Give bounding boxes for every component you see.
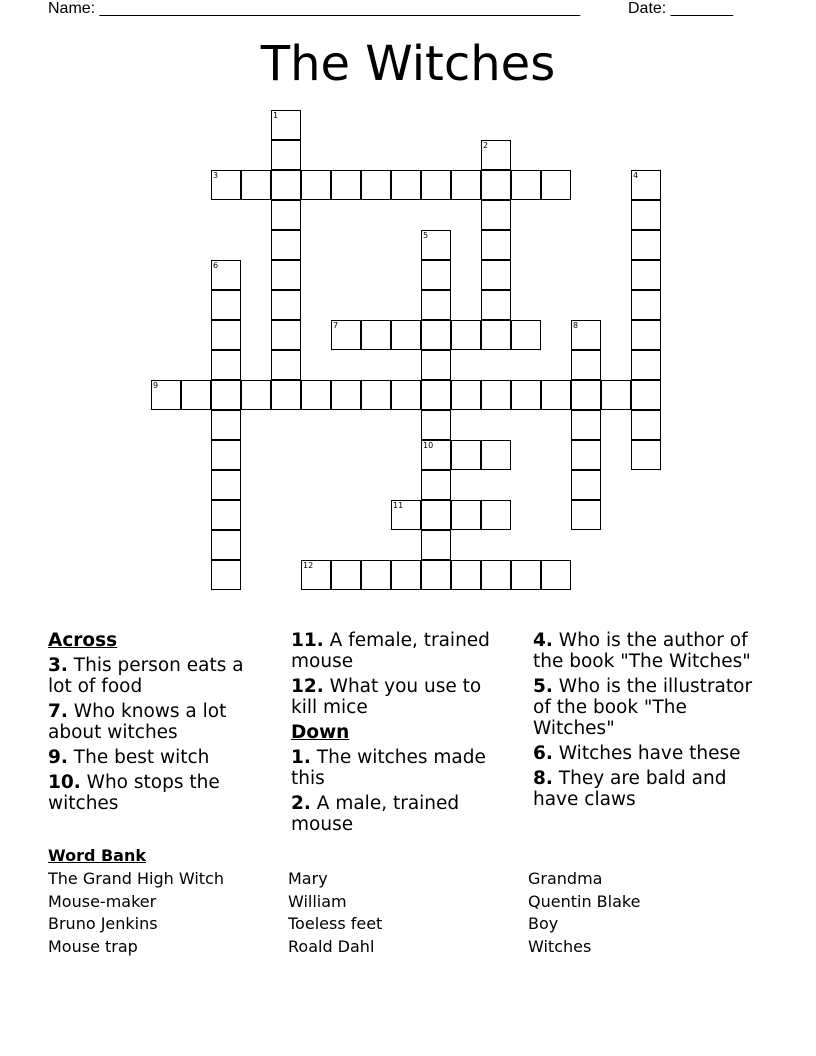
word-bank-word: Boy <box>528 914 559 933</box>
word-bank-word: Toeless feet <box>288 914 383 933</box>
clue-column-3 <box>533 630 753 814</box>
crossword-cell[interactable] <box>481 230 511 260</box>
word-bank-column-1 <box>48 868 224 958</box>
crossword-cell[interactable] <box>571 410 601 440</box>
crossword-cell[interactable] <box>211 560 241 590</box>
crossword-cell[interactable] <box>421 290 451 320</box>
crossword-cell[interactable] <box>571 470 601 500</box>
clue-num: 2. <box>291 793 311 814</box>
clue-item <box>291 676 511 718</box>
clue-num: 1. <box>291 747 311 768</box>
clue-column-2 <box>291 630 511 839</box>
crossword-cell[interactable] <box>511 170 541 200</box>
crossword-cell[interactable] <box>271 200 301 230</box>
date-line[interactable]: Date: _______ <box>628 0 733 17</box>
crossword-cell[interactable] <box>391 560 421 590</box>
clue-num: 3. <box>48 655 68 676</box>
page-title: The Witches <box>260 36 556 92</box>
clue-text: This person eats a lot of food <box>48 655 244 697</box>
clue-num: 10. <box>48 772 81 793</box>
clue-number-5: 5 <box>423 231 429 240</box>
crossword-cell[interactable] <box>361 560 391 590</box>
crossword-cell[interactable] <box>211 380 241 410</box>
crossword-cell[interactable] <box>271 290 301 320</box>
crossword-cell[interactable] <box>361 170 391 200</box>
crossword-cell[interactable] <box>421 410 451 440</box>
crossword-cell[interactable] <box>481 170 511 200</box>
crossword-cell[interactable] <box>211 440 241 470</box>
crossword-cell[interactable] <box>481 260 511 290</box>
clue-item <box>48 655 268 697</box>
crossword-cell[interactable] <box>421 350 451 380</box>
clue-num: 5. <box>533 676 553 697</box>
clue-number-9: 9 <box>153 381 159 390</box>
crossword-cell[interactable] <box>271 170 301 200</box>
crossword-cell[interactable] <box>271 350 301 380</box>
clue-number-6: 6 <box>213 261 219 270</box>
crossword-cell[interactable] <box>421 530 451 560</box>
word-bank-word: Roald Dahl <box>288 936 375 956</box>
clue-num: 8. <box>533 768 553 789</box>
clue-column-1 <box>48 630 268 818</box>
word-bank-column-3 <box>528 868 640 958</box>
crossword-cell[interactable] <box>211 410 241 440</box>
word-bank-title: Word Bank <box>48 846 147 865</box>
crossword-cell[interactable] <box>241 380 271 410</box>
crossword-cell[interactable] <box>211 320 241 350</box>
clue-item <box>291 630 511 672</box>
crossword-cell[interactable] <box>241 170 271 200</box>
clue-text: Who is the illustrator of the book "The Witches" <box>533 676 753 739</box>
clue-text: The best witch <box>67 747 210 768</box>
crossword-cell[interactable] <box>301 380 331 410</box>
clue-num: 11. <box>291 630 324 651</box>
word-bank-column-2 <box>288 868 382 958</box>
crossword-cell[interactable] <box>211 470 241 500</box>
crossword-cell[interactable] <box>361 380 391 410</box>
crossword-cell[interactable] <box>451 170 481 200</box>
crossword-cell[interactable] <box>601 380 631 410</box>
crossword-cell[interactable] <box>541 170 571 200</box>
crossword-cell[interactable] <box>271 260 301 290</box>
crossword-cell[interactable] <box>481 290 511 320</box>
clue-text: Who stops the witches <box>48 772 220 814</box>
clue-item <box>291 747 511 789</box>
clue-item <box>291 793 511 835</box>
clue-text: A female, trained mouse <box>291 630 490 672</box>
crossword-cell[interactable] <box>631 230 661 260</box>
clue-text: What you use to kill mice <box>291 676 482 718</box>
clue-num: 9. <box>48 747 68 768</box>
word-bank-word: Mary <box>288 869 328 888</box>
clue-number-3: 3 <box>213 171 219 180</box>
crossword-cell[interactable] <box>481 320 511 350</box>
clue-number-10: 10 <box>423 441 434 450</box>
clue-text: Who is the author of the book "The Witches" <box>533 630 751 672</box>
crossword-cell[interactable] <box>541 380 571 410</box>
crossword-cell[interactable] <box>421 380 451 410</box>
crossword-cell[interactable] <box>361 320 391 350</box>
word-bank-word: Quentin Blake <box>528 891 641 911</box>
clue-item <box>533 743 753 764</box>
crossword-cell[interactable] <box>211 290 241 320</box>
crossword-cell[interactable] <box>481 500 511 530</box>
crossword-cell[interactable] <box>631 290 661 320</box>
name-line[interactable]: Name: ______________________________________________________ <box>48 0 581 17</box>
clue-item <box>48 701 268 743</box>
clue-number-7: 7 <box>333 321 339 330</box>
crossword-cell[interactable] <box>271 380 301 410</box>
crossword-cell[interactable] <box>511 560 541 590</box>
clue-number-2: 2 <box>483 141 489 150</box>
word-bank-word: Mouse trap <box>48 936 138 956</box>
crossword-cell[interactable] <box>631 260 661 290</box>
crossword-cell[interactable] <box>451 560 481 590</box>
crossword-cell[interactable] <box>451 380 481 410</box>
crossword-cell[interactable] <box>571 380 601 410</box>
clue-text: They are bald and have claws <box>533 768 727 810</box>
crossword-cell[interactable] <box>211 350 241 380</box>
crossword-cell[interactable] <box>631 320 661 350</box>
word-bank-word: Bruno Jenkins <box>48 914 158 933</box>
clue-number-11: 11 <box>393 501 404 510</box>
clue-item <box>533 676 753 739</box>
word-bank-word: Grandma <box>528 869 603 888</box>
crossword-cell[interactable] <box>541 560 571 590</box>
clue-text: Witches have these <box>552 743 741 764</box>
down-heading: Down <box>291 722 350 743</box>
crossword-cell[interactable] <box>421 260 451 290</box>
clue-item <box>48 772 268 814</box>
word-bank-word: Mouse-maker <box>48 891 157 911</box>
header <box>48 0 748 20</box>
crossword-cell[interactable] <box>571 440 601 470</box>
crossword-cell[interactable] <box>571 500 601 530</box>
crossword-cell[interactable] <box>301 170 331 200</box>
crossword-cell[interactable] <box>451 500 481 530</box>
clue-item <box>533 768 753 810</box>
crossword-cell[interactable] <box>451 440 481 470</box>
crossword-cell[interactable] <box>391 170 421 200</box>
clue-number-4: 4 <box>633 171 639 180</box>
word-bank-word: The Grand High Witch <box>48 869 224 888</box>
clue-num: 7. <box>48 701 68 722</box>
crossword-cell[interactable] <box>271 230 301 260</box>
crossword-cell[interactable] <box>211 500 241 530</box>
crossword-cell[interactable] <box>211 530 241 560</box>
crossword-cell[interactable] <box>481 560 511 590</box>
crossword-cell[interactable] <box>511 380 541 410</box>
across-heading: Across <box>48 630 118 651</box>
crossword-cell[interactable] <box>331 170 361 200</box>
crossword-cell[interactable] <box>181 380 211 410</box>
crossword-cell[interactable] <box>481 200 511 230</box>
clue-num: 6. <box>533 743 553 764</box>
clue-number-8: 8 <box>573 321 579 330</box>
clue-text: Who knows a lot about witches <box>48 701 227 743</box>
crossword-cell[interactable] <box>631 200 661 230</box>
crossword-cell[interactable] <box>331 380 361 410</box>
crossword-cell[interactable] <box>421 560 451 590</box>
clue-number-12: 12 <box>303 561 314 570</box>
crossword-cell[interactable] <box>391 380 421 410</box>
crossword-cell[interactable] <box>631 350 661 380</box>
crossword-cell[interactable] <box>421 500 451 530</box>
word-bank-word: William <box>288 891 347 911</box>
clue-number-1: 1 <box>273 111 279 120</box>
crossword-cell[interactable] <box>631 410 661 440</box>
word-bank-word: Witches <box>528 936 592 956</box>
crossword-cell[interactable] <box>481 440 511 470</box>
crossword-cell[interactable] <box>631 440 661 470</box>
clue-num: 12. <box>291 676 324 697</box>
clue-text: A male, trained mouse <box>291 793 460 835</box>
crossword-cell[interactable] <box>571 350 601 380</box>
crossword-cell[interactable] <box>511 320 541 350</box>
clue-item <box>48 747 268 768</box>
crossword-cell[interactable] <box>331 560 361 590</box>
clue-num: 4. <box>533 630 553 651</box>
crossword-cell[interactable] <box>631 380 661 410</box>
crossword-cell[interactable] <box>421 320 451 350</box>
crossword-cell[interactable] <box>421 470 451 500</box>
crossword-cell[interactable] <box>421 170 451 200</box>
clue-text: The witches made this <box>291 747 486 789</box>
crossword-cell[interactable] <box>271 320 301 350</box>
crossword-cell[interactable] <box>451 320 481 350</box>
clue-item <box>533 630 753 672</box>
crossword-cell[interactable] <box>271 140 301 170</box>
crossword-cell[interactable] <box>481 380 511 410</box>
crossword-cell[interactable] <box>391 320 421 350</box>
